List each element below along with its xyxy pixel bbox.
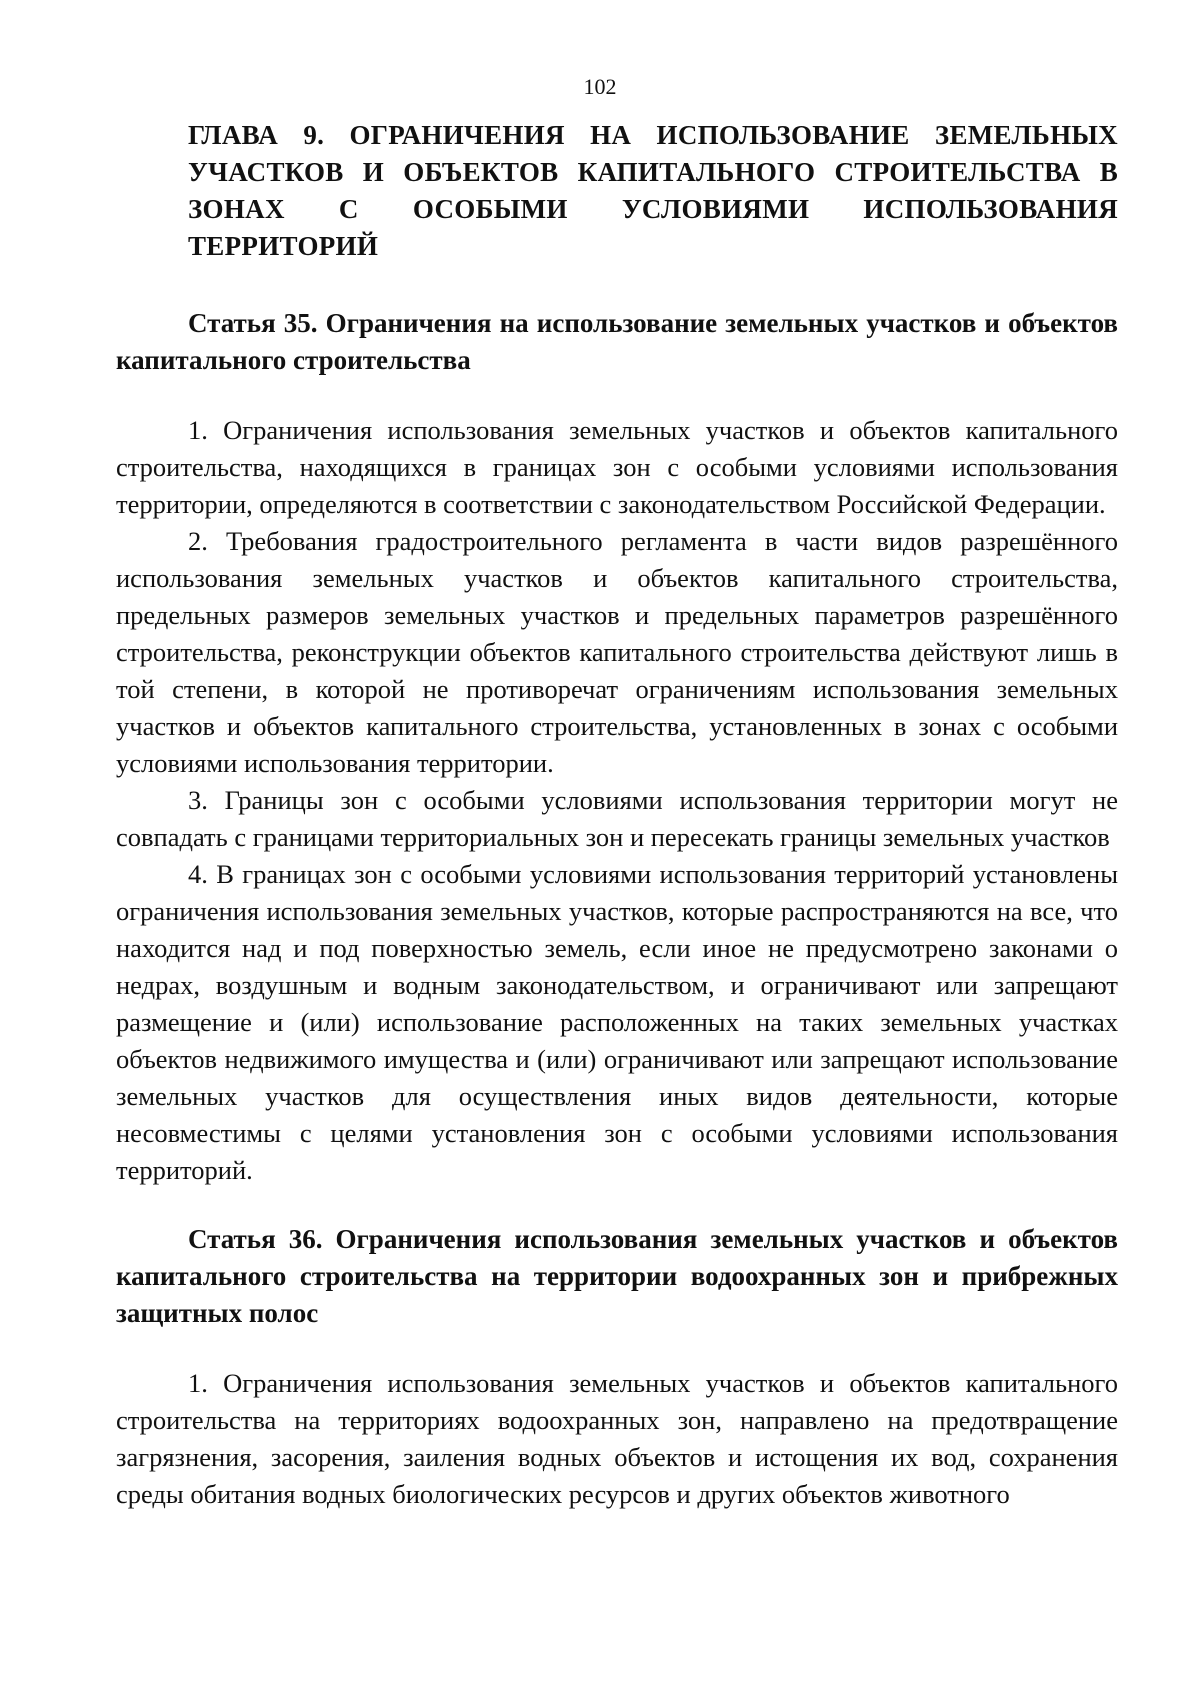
chapter-title: ГЛАВА 9. ОГРАНИЧЕНИЯ НА ИСПОЛЬЗОВАНИЕ ЗЕМЕЛЬНЫХ УЧАСТКОВ И ОБЪЕКТОВ КАПИТАЛЬНОГО СТРОИТЕЛЬСТВА В ЗОНАХ С ОСОБЫМИ УСЛОВИЯМИ ИСПОЛЬЗОВАНИЯ ТЕРРИТОРИЙ (188, 120, 1118, 261)
article-35-paragraph-3: 3. Границы зон с особыми условиями использования территории могут не совпадать с границами территориальных зон и пересекать границы земельных участков (116, 785, 1118, 852)
article-36-paragraph-1: 1. Ограничения использования земельных участков и объектов капитального строительства на территориях водоохранных зон, направлено на предотвращение загрязнения, засорения, заиления водных объектов и истощения их вод, сохранения среды обитания водных биологических ресурсов и других объектов животного (116, 1368, 1118, 1509)
page-content (116, 117, 1118, 1513)
article-35-paragraph-1: 1. Ограничения использования земельных участков и объектов капитального строительства, находящихся в границах зон с особыми условиями использования территории, определяются в соответствии с законодательством Российской Федерации. (116, 415, 1118, 519)
article-35-paragraph-4: 4. В границах зон с особыми условиями использования территорий установлены ограничения использования земельных участков, которые распространяются на все, что находится над и под поверхностью земель, если иное не предусмотрено законами о недрах, воздушным и водным законодательством, и ограничивают или запрещают размещение и (или) использование расположенных на таких земельных участках объектов недвижимого имущества и (или) ограничивают или запрещают использование земельных участков для осуществления иных видов деятельности, которые несовместимы с целями установления зон с особыми условиями использования территорий. (116, 859, 1118, 1185)
article-35-paragraph-2: 2. Требования градостроительного регламента в части видов разрешённого использования земельных участков и объектов капитального строительства, предельных размеров земельных участков и предельных параметров разрешённого строительства, реконструкции объектов капитального строительства действуют лишь в той степени, в которой не противоречат ограничениям использования земельных участков и объектов капитального строительства, установленных в зонах с особыми условиями использования территории. (116, 526, 1118, 778)
page-number: 102 (583, 74, 617, 99)
article-35-title: Статья 35. Ограничения на использование земельных участков и объектов капитального строительства (116, 308, 1118, 375)
article-36-title: Статья 36. Ограничения использования земельных участков и объектов капитального строительства на территории водоохранных зон и прибрежных защитных полос (116, 1224, 1118, 1328)
